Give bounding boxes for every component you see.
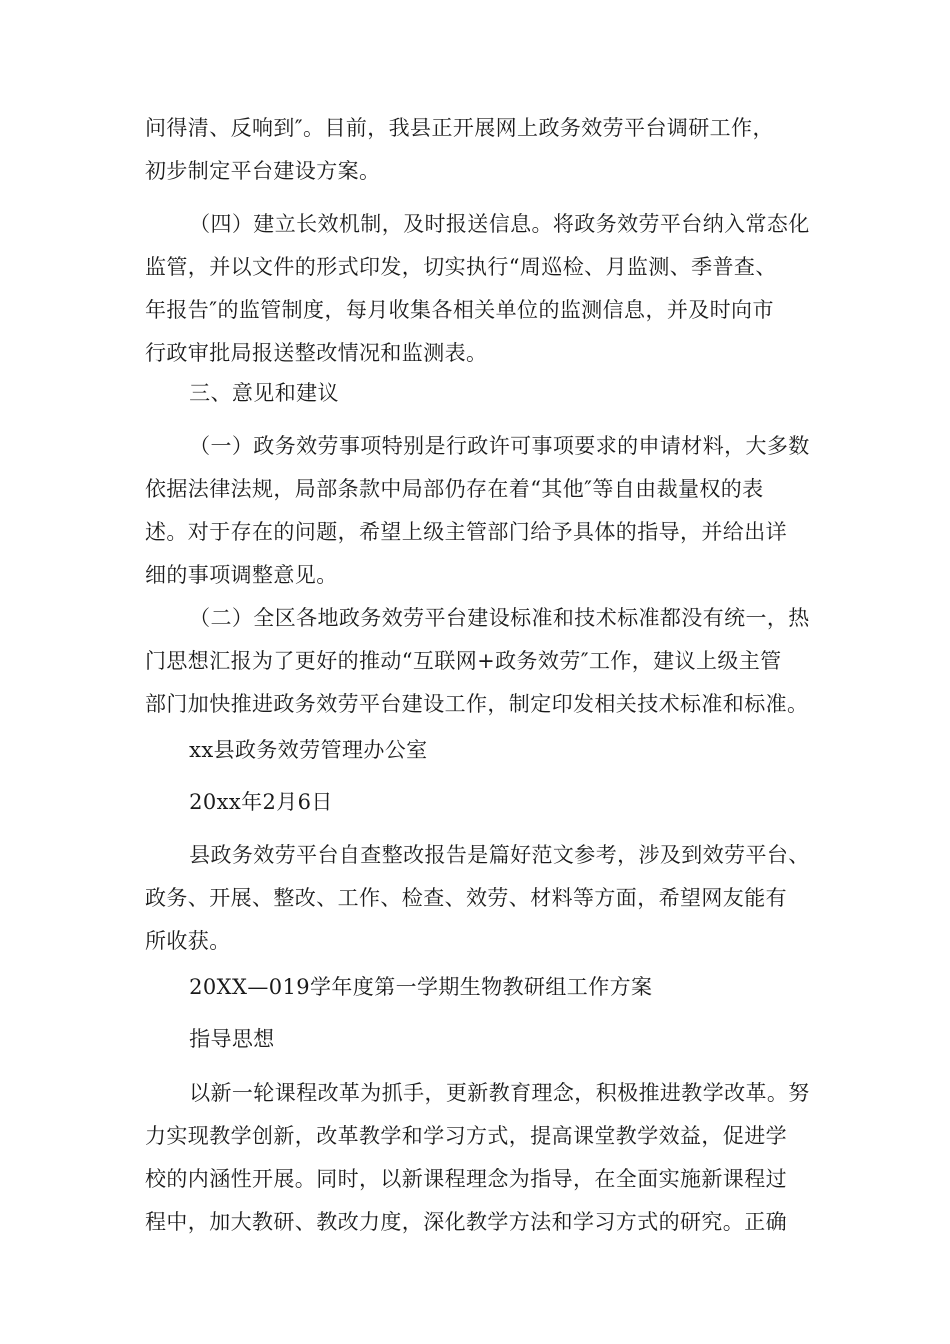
plan-title (145, 966, 810, 1009)
signature-office (145, 729, 810, 772)
text-line: 所收获。 (145, 929, 231, 953)
text-line: 力实现教学创新，改革教学和学习方式，提高课堂教学效益，促进学 (145, 1124, 787, 1148)
text-line: 部门加快推进政务效劳平台建设工作，制定印发相关技术标准和标准。 (145, 692, 809, 716)
subheading-guiding-ideology (145, 1018, 810, 1061)
text-line: （二）全区各地政务效劳平台建设标准和技术标准都没有统一，热 (189, 606, 810, 630)
text-line: 三、意见和建议 (189, 381, 339, 405)
text-line: 以新一轮课程改革为抓手，更新教育理念，积极推进教学改革。努 (189, 1081, 810, 1105)
paragraph-platform-research (145, 107, 810, 193)
text-line: （一）政务效劳事项特别是行政许可事项要求的申请材料，大多数 (189, 434, 810, 458)
text-line: 门思想汇报为了更好的推动“互联网+政务效劳″工作，建议上级主管 (145, 649, 782, 673)
text-line: 县政务效劳平台自查整改报告是篇好范文参考，涉及到效劳平台、 (189, 843, 810, 867)
text-line: 监管，并以文件的形式印发，切实执行“周巡检、月监测、季普查、 (145, 255, 777, 279)
paragraph-opinion-two (145, 597, 810, 726)
paragraph-guiding-ideology (145, 1072, 810, 1244)
text-line: 20xx年2月6日 (189, 790, 333, 814)
text-line: 政务、开展、整改、工作、检查、效劳、材料等方面，希望网友能有 (145, 886, 787, 910)
text-line: 程中，加大教研、教改力度，深化教学方法和学习方式的研究。正确 (145, 1210, 787, 1234)
text-line: 行政审批局报送整改情况和监测表。 (145, 341, 488, 365)
signature-date (145, 781, 810, 824)
text-line: 问得清、反响到″。目前，我县正开展网上政务效劳平台调研工作， (145, 116, 774, 140)
paragraph-long-term-mechanism (145, 203, 810, 375)
section-heading-opinions (145, 372, 810, 415)
text-line: xx县政务效劳管理办公室 (189, 738, 428, 762)
text-line: 年报告″的监管制度，每月收集各相关单位的监测信息，并及时向市 (145, 298, 774, 322)
text-line: 校的内涵性开展。同时，以新课程理念为指导，在全面实施新课程过 (145, 1167, 787, 1191)
text-line: 述。对于存在的问题，希望上级主管部门给予具体的指导，并给出详 (145, 520, 787, 544)
text-line: （四）建立长效机制，及时报送信息。将政务效劳平台纳入常态化 (189, 212, 810, 236)
text-line: 依据法律法规，局部条款中局部仍存在着“其他″等自由裁量权的表 (145, 477, 764, 501)
text-line: 指导思想 (189, 1027, 275, 1051)
text-line: 初步制定平台建设方案。 (145, 159, 381, 183)
paragraph-opinion-one (145, 425, 810, 597)
text-line: 细的事项调整意见。 (145, 563, 338, 587)
paragraph-summary (145, 834, 810, 963)
text-line: 20XX—019学年度第一学期生物教研组工作方案 (189, 975, 653, 999)
